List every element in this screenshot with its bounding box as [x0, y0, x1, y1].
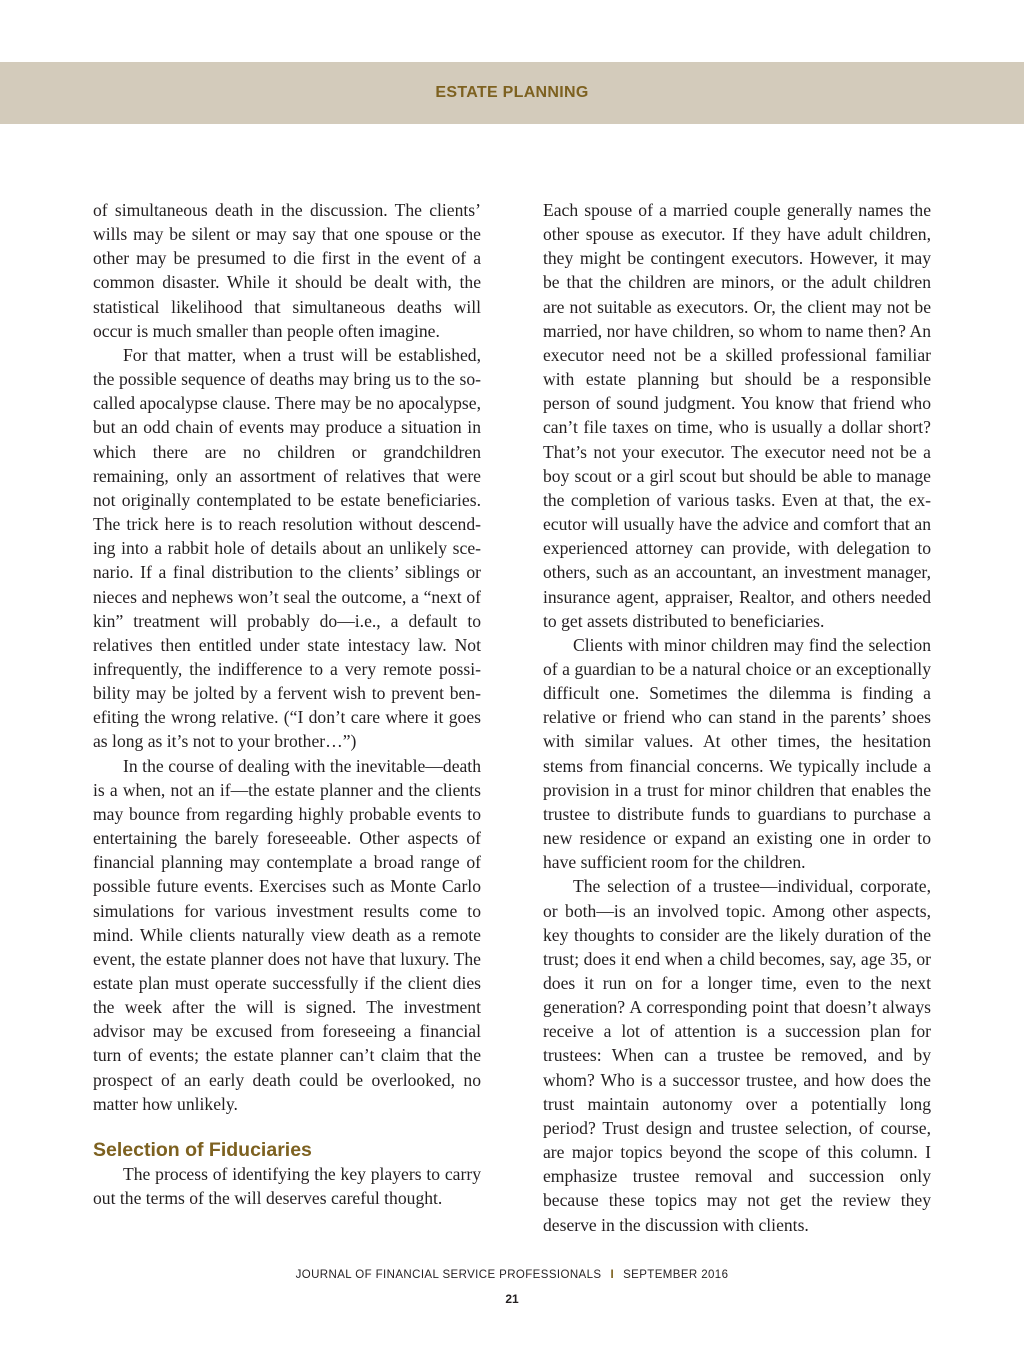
body-paragraph: The process of identifying the key players to carry out the terms of the will deserves careful thought.: [93, 1163, 481, 1209]
journal-name: JOURNAL OF FINANCIAL SERVICE PROFESSIONALS: [295, 1269, 602, 1281]
body-paragraph: For that matter, when a trust will be established, the possible sequence of deaths may bring us to the so-called apocalypse clause. There may be no apocalypse, but an odd chain of events may produce a situation in which there are no children or grandchildren remaining, only an assortment of relatives that were not originally contemplated to be estate beneficiaries. The trick here is to reach resolution without descending into a rabbit hole of details about an unlikely scenario. If a final distribution to the clients’ siblings or nieces and nephews won’t seal the outcome, a “next of kin” treatment will probably do—i.e., a default to relatives then entitled under state intestacy law. Not infrequently, the indifference to a very remote possibility may be jolted by a fervent wish to prevent benefiting the wrong relative. (“I don’t care where it goes as long as it’s not to your brother…”): [93, 344, 481, 752]
body-paragraph: of simultaneous death in the discussion. The clients’ wills may be silent or may say that one spouse or the other may be presumed to die first in the event of a common disaster. While it should be dealt with, the statistical likelihood that simultaneous deaths will occur is much smaller than people often imagine.: [93, 200, 481, 341]
body-paragraph: In the course of dealing with the inevitable—death is a when, not an if—the estate planner and the clients may bounce from regarding highly probable events to entertaining the barely foreseeable. Other aspects of financial planning may contemplate a broad range of possible future events. Exercises such as Monte Carlo simulations for various investment results come to mind. While clients naturally view death as a remote event, the estate planner does not have that luxury. The estate plan must operate successfully if the client dies the week after the will is signed. The investment advisor may be excused from foreseeing a financial turn of events; the estate planner can’t claim that the prospect of an early death could be overlooked, no matter how unlikely.: [93, 755, 481, 1114]
section-heading: Selection of Fiduciaries: [93, 1138, 312, 1161]
body-paragraph: Each spouse of a married couple generally names the other spouse as executor. If they have adult children, they might be contingent executors. However, it may be that the children are minors, or the adult children are not suitable as executors. Or, the client may not be married, nor have children, so whom to name then? An executor need not be a skilled professional familiar with estate planning but should be a responsible person of sound judgment. You know that friend who can’t file taxes on time, who is usually a dollar short? That’s not your executor. The executor need not be a boy scout or a girl scout but should be able to manage the completion of various tasks. Even at that, the executor will usually have the advice and comfort that an experienced attorney can provide, with delegation to others, such as an accountant, an investment manager, insurance agent, appraiser, Realtor, and others needed to get assets distributed to beneficiaries.: [543, 200, 931, 631]
footer-separator: I: [610, 1269, 615, 1281]
section-header-band: [0, 62, 1024, 124]
body-paragraph: Clients with minor children may find the selection of a guardian to be a natural choice or an exceptionally difficult one. Sometimes the dilemma is finding a relative or friend who can stand in the parents’ shoes with similar values. At other times, the hesitation stems from financial concerns. We typically include a provision in a trust for minor children that enables the trustee to distribute funds to guardians to purchase a new residence or expand an existing one in order to have sufficient room for the children.: [543, 634, 931, 873]
page-number: 21: [505, 1292, 519, 1306]
right-text-column: [543, 198, 931, 1237]
issue-date: SEPTEMBER 2016: [623, 1269, 729, 1281]
section-title: ESTATE PLANNING: [435, 84, 589, 101]
page-footer: [0, 1269, 1024, 1281]
left-text-column: [93, 198, 481, 1210]
body-paragraph: The selection of a trustee—individual, corporate, or both—is an involved topic. Among other aspects, key thoughts to consider are the likely duration of the trust; does it end when a child becomes, say, age 35, or does it run on for a longer time, even to the next generation? A corresponding point that doesn’t always receive a lot of attention is a succession plan for trustees: When can a trustee be removed, and by whom? Who is a successor trustee, and how does the trust maintain autonomy over a potentially long period? Trust design and trustee selection, of course, are major topics beyond the scope of this column. I emphasize trustee removal and succession only because these topics may not get the review they deserve in the discussion with clients.: [543, 876, 931, 1235]
